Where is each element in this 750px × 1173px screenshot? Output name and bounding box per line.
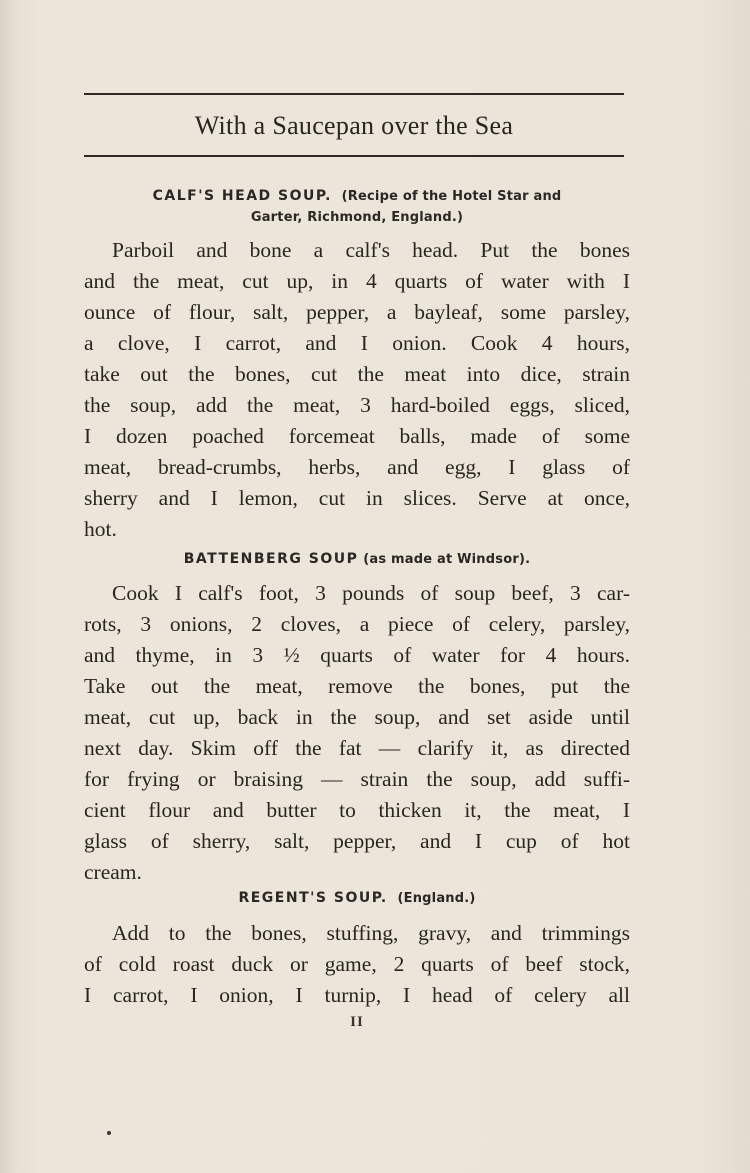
text-line: for frying or braising — strain the soup, add suffi- bbox=[84, 767, 630, 791]
text-line: Add to the bones, stuffing, gravy, and trimmings bbox=[112, 921, 630, 945]
text-line: a clove, I carrot, and I onion. Cook 4 hours, bbox=[84, 331, 630, 355]
text-line: sherry and I lemon, cut in slices. Serve at once, bbox=[84, 486, 630, 510]
recipe-note: (as made at Windsor). bbox=[363, 552, 531, 567]
header-rule-top bbox=[84, 93, 624, 95]
text-line: and the meat, cut up, in 4 quarts of water with I bbox=[84, 269, 630, 293]
recipe-title-text: BATTENBERG SOUP bbox=[183, 551, 359, 567]
header-rule-bottom bbox=[84, 155, 624, 157]
text-line: cient flour and butter to thicken it, the meat, I bbox=[84, 798, 630, 822]
recipe-body-battenberg-soup bbox=[84, 578, 630, 888]
recipe-title-battenberg-soup bbox=[84, 549, 630, 570]
paper-speck bbox=[107, 1131, 111, 1135]
recipe-title-regents-soup bbox=[84, 888, 630, 909]
text-line: next day. Skim off the fat — clarify it, as directed bbox=[84, 736, 630, 760]
recipe-title-text: REGENT'S SOUP. bbox=[238, 890, 388, 906]
recipe-title-calfs-head-soup bbox=[84, 186, 630, 228]
text-line: I carrot, I onion, I turnip, I head of celery all bbox=[84, 983, 630, 1007]
recipe-note: (Recipe of the Hotel Star and bbox=[341, 189, 562, 204]
running-head: With a Saucepan over the Sea bbox=[194, 111, 514, 140]
text-line: ounce of flour, salt, pepper, a bayleaf, some parsley, bbox=[84, 300, 630, 324]
text-line: hot. bbox=[84, 517, 117, 541]
text-line: and thyme, in 3 ½ quarts of water for 4 hours. bbox=[84, 643, 630, 667]
text-line: Cook I calf's foot, 3 pounds of soup beef, 3 car- bbox=[112, 581, 630, 605]
text-line: meat, bread-crumbs, herbs, and egg, I glass of bbox=[84, 455, 630, 479]
recipe-body-regents-soup bbox=[84, 918, 630, 1011]
recipe-body-calfs-head-soup bbox=[84, 235, 630, 545]
text-line: rots, 3 onions, 2 cloves, a piece of celery, parsley, bbox=[84, 612, 630, 636]
text-line: I dozen poached forcemeat balls, made of some bbox=[84, 424, 630, 448]
recipe-note: Garter, Richmond, England.) bbox=[250, 210, 464, 225]
text-line: the soup, add the meat, 3 hard-boiled eggs, sliced, bbox=[84, 393, 630, 417]
recipe-note: (England.) bbox=[397, 891, 476, 906]
text-line: glass of sherry, salt, pepper, and I cup of hot bbox=[84, 829, 630, 853]
recipe-title-text: CALF'S HEAD SOUP. bbox=[152, 188, 332, 204]
text-line: take out the bones, cut the meat into dice, strain bbox=[84, 362, 630, 386]
text-line: of cold roast duck or game, 2 quarts of beef stock, bbox=[84, 952, 630, 976]
text-line: Parboil and bone a calf's head. Put the bones bbox=[112, 238, 630, 262]
text-line: Take out the meat, remove the bones, put the bbox=[84, 674, 630, 698]
text-line: meat, cut up, back in the soup, and set aside until bbox=[84, 705, 630, 729]
page-number: II bbox=[350, 1014, 364, 1030]
text-line: cream. bbox=[84, 860, 142, 884]
